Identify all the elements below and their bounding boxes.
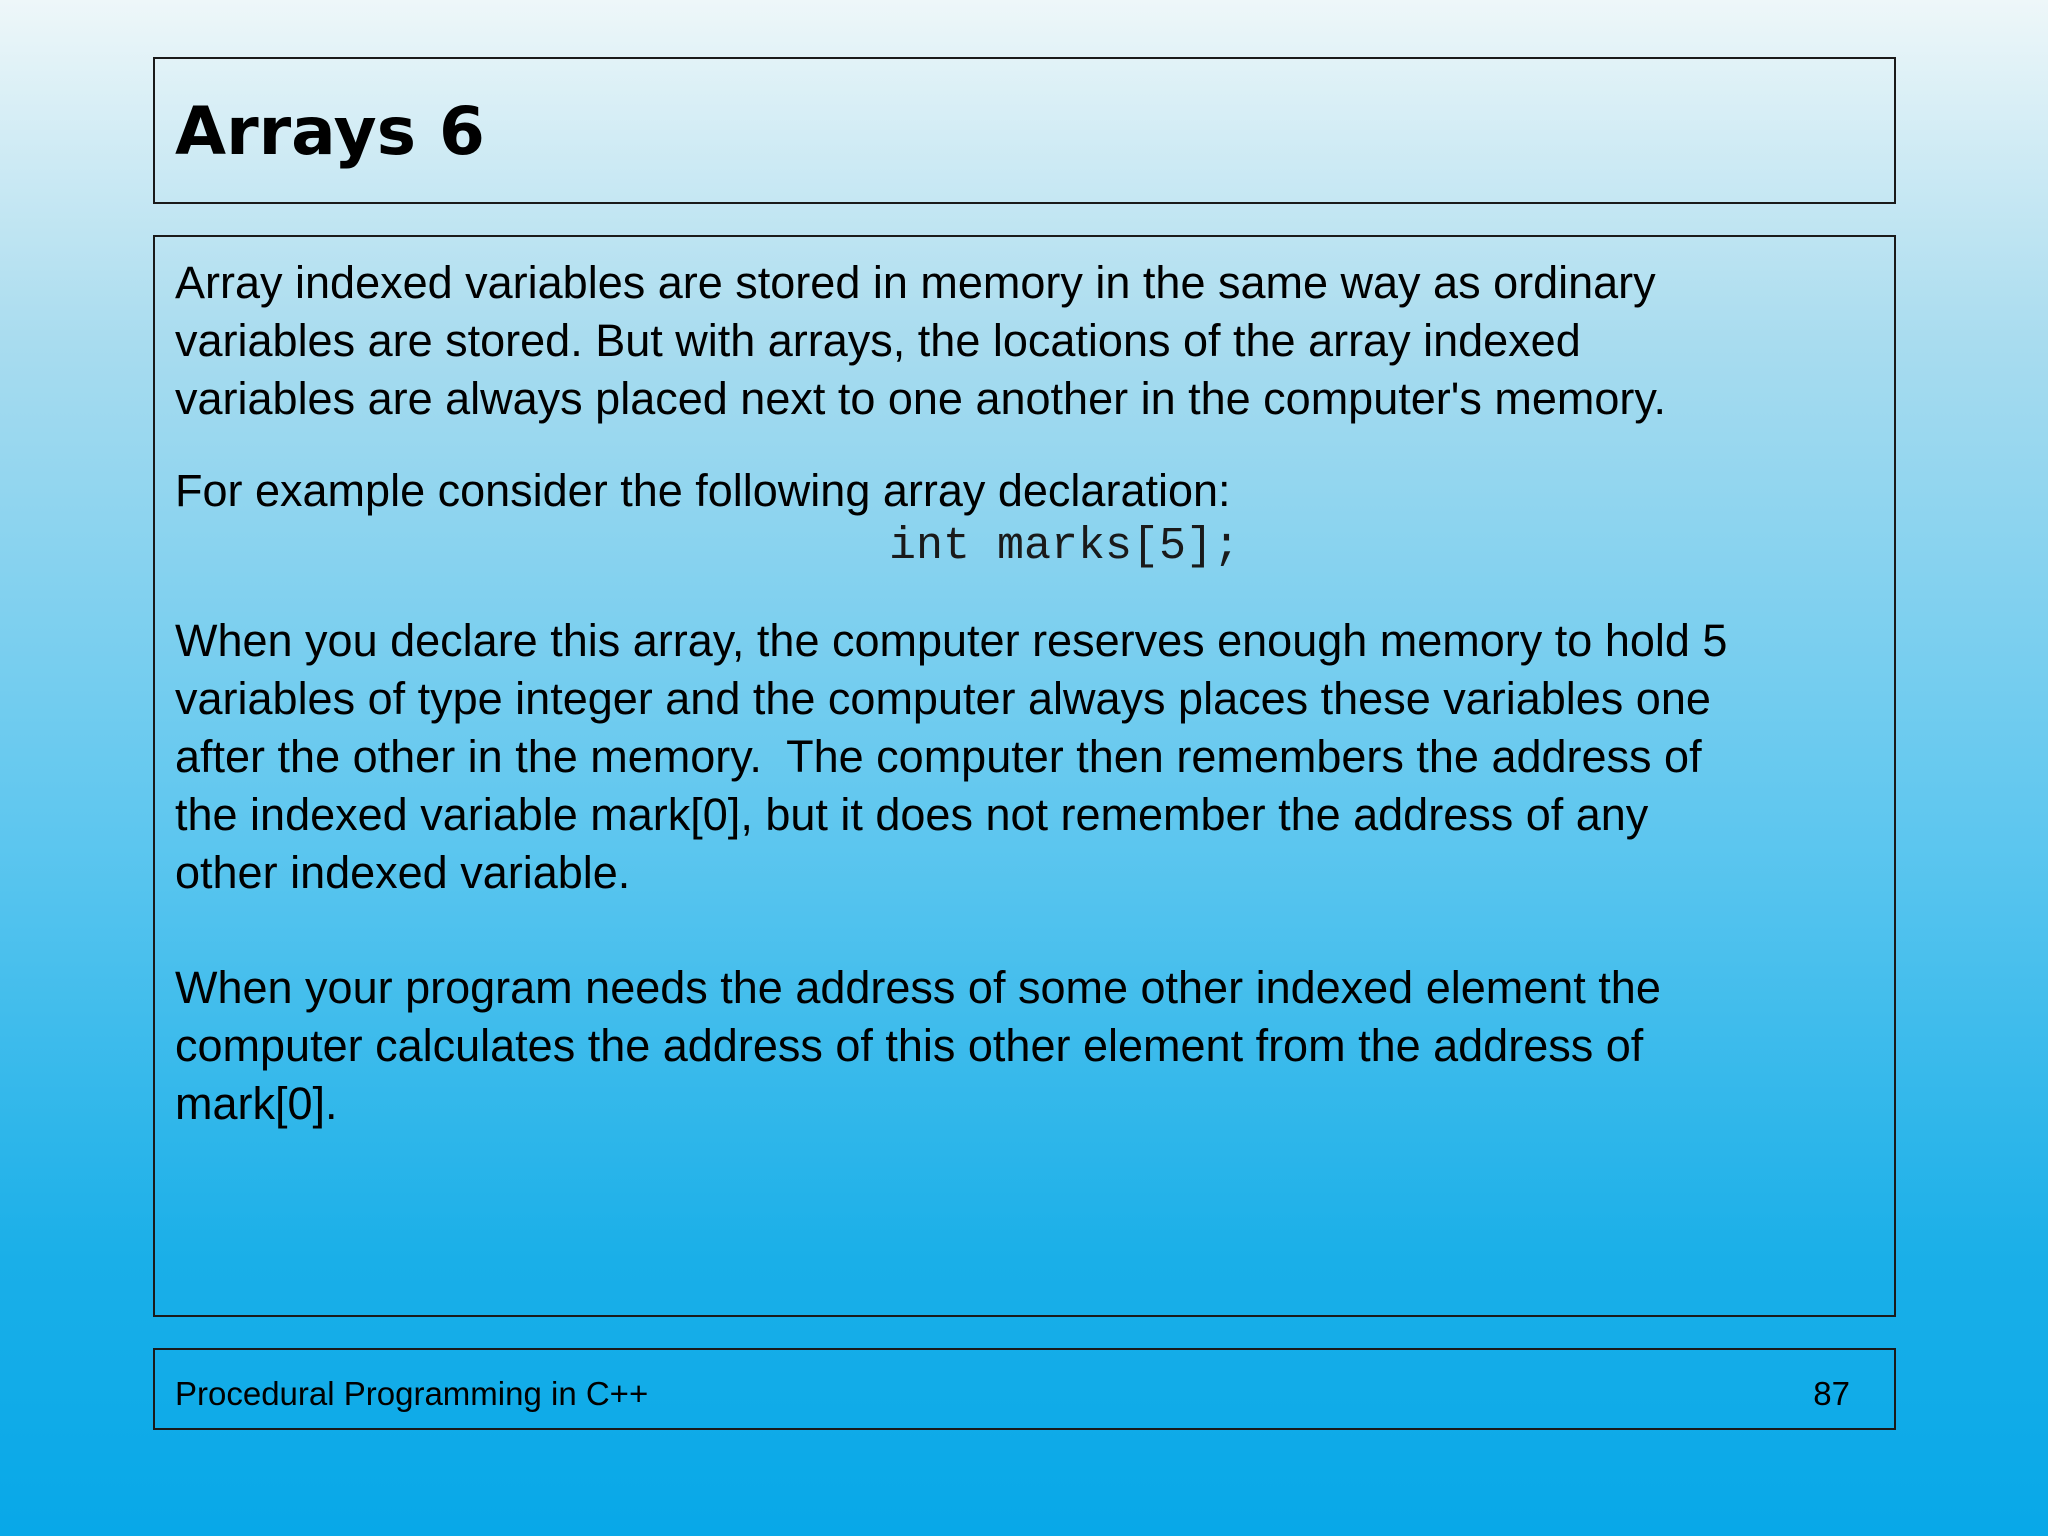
paragraph-example-intro: For example consider the following array declaration: <box>175 465 1231 516</box>
code-declaration: int marks[5]; <box>888 521 1241 572</box>
footer-page-number: 87 <box>1813 1375 1850 1412</box>
paragraph-array-storage: Array indexed variables are stored in memory in the same way as ordinary variables are stored. But with arrays, the locations of the array indexed variables are always placed next to one another in the computer's memory. <box>175 257 1667 424</box>
paragraph-address-calculation: When your program needs the address of some other indexed element the computer calculates the address of this other element from the address of mark[0]. <box>175 962 1661 1129</box>
slide-title: Arrays 6 <box>175 93 485 170</box>
footer-course-title: Procedural Programming in C++ <box>175 1375 649 1412</box>
content-box <box>153 235 1896 1317</box>
paragraph-memory-reservation: When you declare this array, the computer reserves enough memory to hold 5 variables of type integer and the computer always places these variables one after the other in the memory. The computer then remembers the address of the indexed variable mark[0], but it does not remember the address of any other indexed variable. <box>175 615 1728 898</box>
title-box <box>153 57 1896 204</box>
footer-box <box>153 1348 1896 1430</box>
